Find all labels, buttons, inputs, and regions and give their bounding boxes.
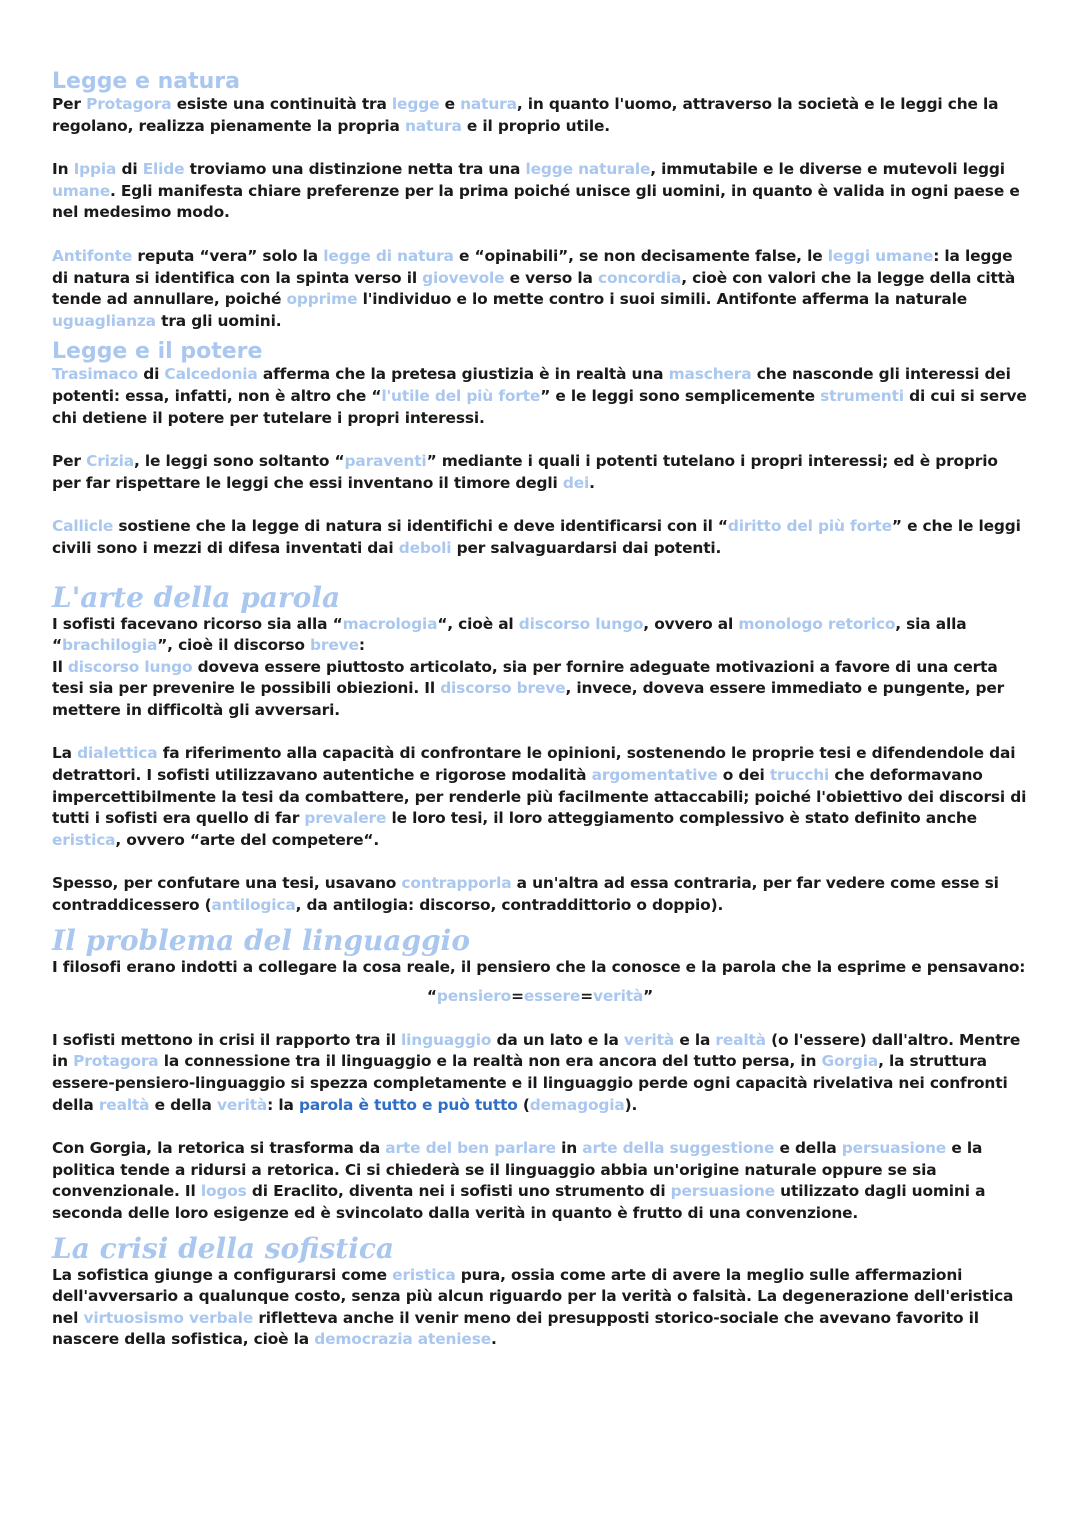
keyword: natura (460, 95, 517, 113)
keyword: argomentative (591, 766, 718, 785)
section-title-legge-natura: Legge e natura (52, 69, 240, 94)
keyword: paraventi (344, 452, 427, 471)
keyword: brachilogia (61, 636, 158, 655)
keyword: verità (592, 987, 644, 1006)
keyword: discorso lungo (518, 614, 644, 633)
paragraph: In Ippia di Elide troviamo una distinzione netta tra una legge naturale, immutabile e le diverse e mutevoli leggi umane. Egli manifesta chiare preferenze per la prima poiché unisce gli uomini, in quanto è valida in ogni paese e nel medesimo modo. (52, 160, 1020, 222)
keyword: Antifonte (52, 246, 133, 265)
paragraph: Per Crizia, le leggi sono soltanto “paraventi” mediante i quali i potenti tutelano i propri interessi; ed è proprio per far rispettare le leggi che essi inventano il timore degli dei. (52, 452, 998, 492)
keyword: opprime (286, 290, 358, 309)
keyword: contrapporla (401, 874, 512, 893)
keyword: dei (562, 473, 590, 492)
keyword: l'utile del più forte (381, 386, 541, 405)
keyword: realtà (98, 1095, 150, 1114)
keyword: eristica (392, 1265, 456, 1284)
keyword: concordia (598, 268, 682, 287)
keyword: Ippia (73, 160, 117, 179)
keyword: eristica (52, 830, 116, 849)
keyword: natura (404, 116, 462, 135)
keyword: uguaglianza (52, 311, 156, 330)
paragraph: Callicle sostiene che la legge di natura si identifichi e deve identificarsi con il “diritto del più forte” e che le leggi civili sono i mezzi di difesa inventati dai deboli per salvaguardarsi dai potenti. (52, 517, 1021, 557)
paragraph: La sofistica giunge a configurarsi come eristica pura, ossia come arte di avere la meglio sulle affermazioni dell'avversario a qualunque costo, senza più alcun riguardo per la verità o falsità. La degenerazione dell'eristica nel virtuosismo verbale rifletteva anche il venir meno dei presupposti storico-sociale che avevano favorito il nascere della sofistica, cioè la democrazia ateniese. (52, 1265, 1014, 1349)
keyword: Gorgia (821, 1052, 879, 1071)
keyword: strumenti (820, 386, 904, 405)
paragraph: La dialettica fa riferimento alla capacità di confrontare le opinioni, sostenendo le proprie tesi e difendendole dai detrattori. I sofisti utilizzavano autentiche e rigorose modalità argomentative o dei trucchi che deformavano impercettibilmente la tesi da combattere, per renderle più facilmente attaccabili; poiché l'obiettivo dei discorsi di tutti i sofisti era quello di far prevalere le loro tesi, il loro atteggiamento complessivo è stato definito anche eristica, ovvero “arte del competere“. (52, 744, 1027, 849)
paragraph: I sofisti facevano ricorso sia alla “macrologia“, cioè al discorso lungo, ovvero al monologo retorico, sia alla “brachilogia”, cioè il discorso breve: (52, 614, 967, 655)
keyword: virtuosismo verbale (83, 1308, 254, 1327)
keyword: breve (310, 636, 359, 655)
paragraph: Per Protagora esiste una continuità tra legge e natura, in quanto l'uomo, attraverso la società e le leggi che la regolano, realizza pienamente la propria natura e il proprio utile. (52, 95, 999, 135)
keyword: Calcedonia (164, 365, 258, 384)
section-title-crisi-sofistica: La crisi della sofistica (52, 1231, 395, 1265)
keyword: linguaggio (401, 1030, 492, 1049)
keyword: arte della suggestione (582, 1139, 775, 1158)
keyword: demagogia (529, 1095, 625, 1114)
keyword: discorso breve (440, 679, 566, 698)
keyword: monologo retorico (738, 614, 896, 633)
section-title-legge-potere: Legge e il potere (52, 339, 263, 365)
keyword: Callicle (52, 517, 114, 536)
keyword: deboli (398, 538, 452, 557)
keyword: realtà (715, 1030, 766, 1049)
keyword: legge (391, 95, 440, 113)
paragraph: I filosofi erano indotti a collegare la cosa reale, il pensiero che la conosce e la parola che la esprime e pensavano: (52, 957, 1026, 976)
keyword: verità (623, 1030, 675, 1049)
paragraph: Antifonte reputa “vera” solo la legge di natura e “opinabili”, se non decisamente false, le leggi umane: la legge di natura si identifica con la spinta verso il giovevole e verso la concordia, cioè con valori che la legge della città tende ad annullare, poiché opprime l'individuo e lo mette contro i suoi simili. Antifonte afferma la naturale uguaglianza tra gli uomini. (52, 246, 1016, 330)
keyword: legge naturale (525, 160, 651, 179)
keyword: trucchi (769, 766, 830, 785)
keyword: leggi umane (827, 246, 934, 265)
keyword: umane (52, 181, 111, 200)
keyword: arte del ben parlare (385, 1139, 556, 1158)
keyword: logos (200, 1182, 247, 1201)
keyword: legge di natura (323, 246, 454, 265)
keyword: persuasione (670, 1182, 775, 1201)
keyword: verità (216, 1095, 268, 1114)
paragraph: Spesso, per confutare una tesi, usavano contrapporla a un'altra ad essa contraria, per far vedere come esse si contraddicessero (antilogica, da antilogia: discorso, contraddittorio o doppio). (52, 874, 999, 915)
keyword: democrazia ateniese (314, 1330, 492, 1349)
section-title-arte-parola: L'arte della parola (52, 580, 341, 614)
keyword: Trasimaco (52, 365, 138, 384)
paragraph: I sofisti mettono in crisi il rapporto tra il linguaggio da un lato e la verità e la realtà (o l'essere) dall'altro. Mentre in Protagora la connessione tra il linguaggio e la realtà non era ancora del tutto persa, in Gorgia, la struttura essere-pensiero-linguaggio si spezza completamente e il linguaggio perde ogni capacità rivelativa nei confronti della realtà e della verità: la parola è tutto e può tutto (demagogia). (52, 1030, 1021, 1114)
paragraph: Il discorso lungo doveva essere piuttosto articolato, sia per fornire adeguate motivazioni a favore di una certa tesi sia per prevenire le possibili obiezioni. Il discorso breve, invece, doveva essere immediato e pungente, per mettere in difficoltà gli avversari. (52, 657, 1005, 719)
keyword: persuasione (841, 1139, 947, 1158)
keyword: macrologia (342, 614, 438, 633)
section-title-problema-linguaggio: Il problema del linguaggio (52, 923, 470, 957)
keyword: giovevole (422, 268, 505, 287)
paragraph: Trasimaco di Calcedonia afferma che la pretesa giustizia è in realtà una maschera che nasconde gli interessi dei potenti: essa, infatti, non è altro che “l'utile del più forte” e le leggi sono semplicemente strumenti di cui si serve chi detiene il potere per tutelare i propri interessi. (52, 365, 1027, 427)
keyword: dialettica (77, 744, 158, 763)
keyword: pensiero (436, 987, 512, 1006)
formula: “pensiero=essere=verità” (426, 987, 654, 1006)
keyword: discorso lungo (67, 657, 193, 676)
keyword: Crizia (86, 452, 134, 471)
keyword: antilogica (211, 896, 296, 915)
keyword: Protagora (86, 95, 172, 113)
keyword: essere (523, 987, 581, 1006)
keyword: diritto del più forte (727, 517, 892, 536)
keyword: prevalere (304, 809, 387, 828)
keyword: Elide (142, 160, 185, 179)
keyword: maschera (668, 365, 752, 384)
keyword: Protagora (73, 1052, 159, 1071)
keyword-emphasis: parola è tutto e può tutto (298, 1095, 518, 1114)
paragraph: Con Gorgia, la retorica si trasforma da arte del ben parlare in arte della suggestione e della persuasione e la politica tende a ridursi a retorica. Ci si chiederà se il linguaggio abbia un'origine naturale oppure se sia convenzionale. Il logos di Eraclito, diventa nei i sofisti uno strumento di persuasione utilizzato dagli uomini a seconda delle loro esigenze ed è svincolato dalla verità in quanto è frutto di una convenzione. (52, 1139, 986, 1222)
